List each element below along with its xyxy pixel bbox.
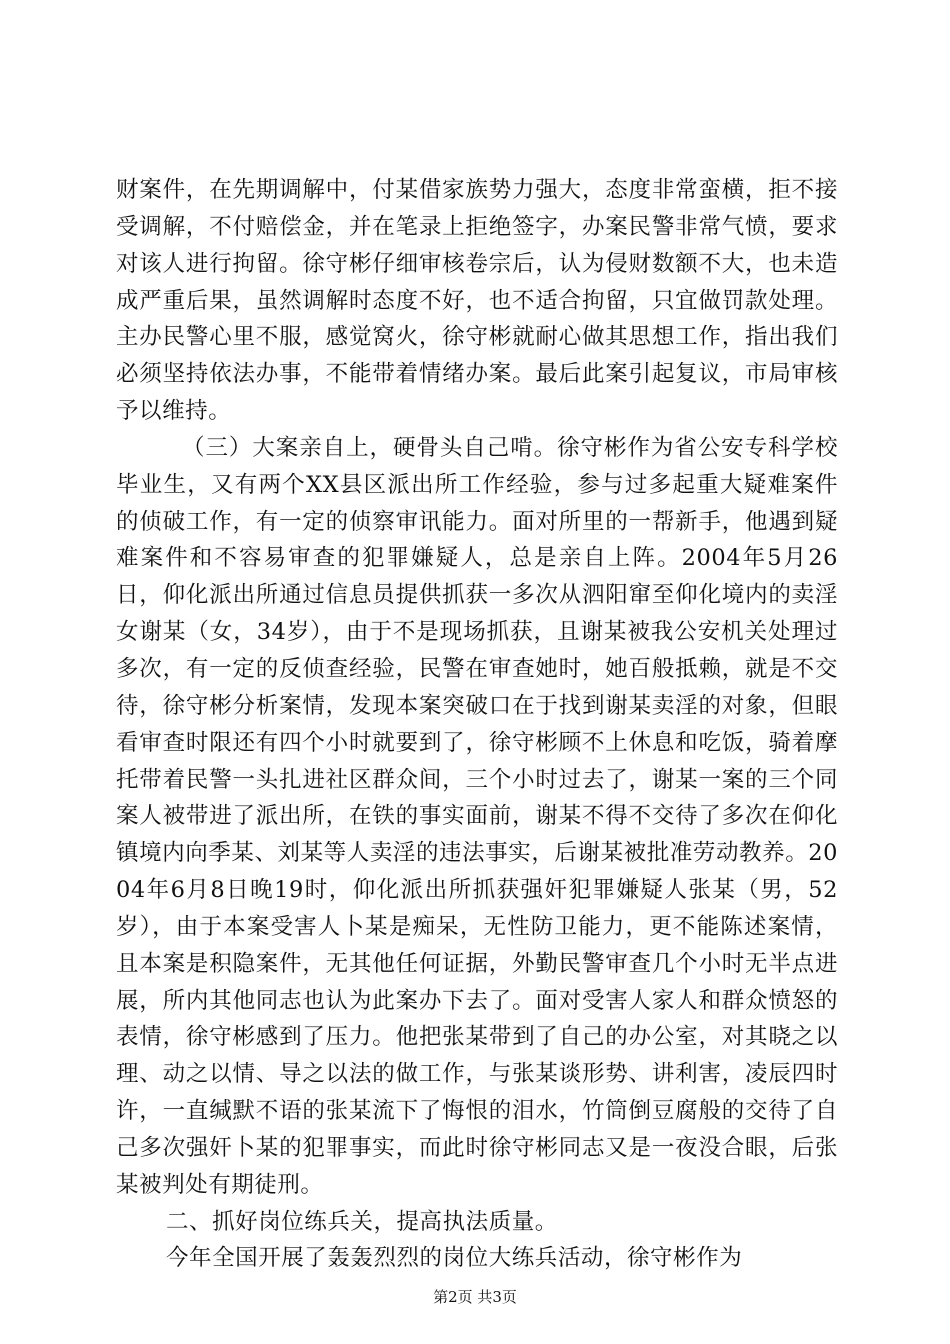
paragraph-major-cases: （三）大案亲自上，硬骨头自己啃。徐守彬作为省公安专科学校毕业生，又有两个XX县区派出所工作经验，参与过多起重大疑难案件的侦破工作，有一定的侦察审讯能力。面对所里的一帮新手，他遇到疑难案件和不容易审查的犯罪嫌疑人，总是亲自上阵。2004年5月26日，仰化派出所通过信息员提供抓获一多次从泗阳窜至仰化境内的卖淫女谢某（女，34岁），由于不是现场抓获，且谢某被我公安机关处理过多次，有一定的反侦查经验，民警在审查她时，她百般抵赖，就是不交待，徐守彬分析案情，发现本案突破口在于找到谢某卖淫的对象，但眼看审查时限还有四个小时就要到了，徐守彬顾不上休息和吃饭，骑着摩托带着民警一头扎进社区群众间，三个小时过去了，谢某一案的三个同案人被带进了派出所，在铁的事实面前，谢某不得不交待了多次在仰化镇境内向季某、刘某等人卖淫的违法事实，后谢某被批准劳动教养。2004年6月8日晚19时，仰化派出所抓获强奸犯罪嫌疑人张某（男，52岁），由于本案受害人卜某是痴呆，无性防卫能力，更不能陈述案情，且本案是积隐案件，无其他任何证据，外勤民警审查几个小时无半点进展，所内其他同志也认为此案办下去了。面对受害人家人和群众愤怒的表情，徐守彬感到了压力。他把张某带到了自己的办公室，对其晓之以理、动之以情、导之以法的做工作，与张某谈形势、讲利害，凌辰四时许，一直缄默不语的张某流下了悔恨的泪水，竹筒倒豆腐般的交待了自己多次强奸卜某的犯罪事实，而此时徐守彬同志又是一夜没合眼，后张某被判处有期徒刑。 [116,434,838,1198]
paragraph-case-review: 财案件，在先期调解中，付某借家族势力强大，态度非常蛮横，拒不接受调解，不付赔偿金，并在笔录上拒绝签字，办案民警非常气愤，要求对该人进行拘留。徐守彬仔细审核卷宗后，认为侵财数额不大，也未造成严重后果，虽然调解时态度不好，也不适合拘留，只宜做罚款处理。主办民警心里不服，感觉窝火，徐守彬就耐心做其思想工作，指出我们必须坚持依法办事，不能带着情绪办案。最后此案引起复议，市局审核予以维持。 [116,177,838,425]
page-number-footer: 第2页 共3页 [433,1288,517,1306]
paragraph-training: 今年全国开展了轰轰烈烈的岗位大练兵活动，徐守彬作为 [166,1245,743,1272]
document-body [116,172,838,1277]
section-heading-training: 二、抓好岗位练兵关，提高执法质量。 [166,1208,558,1235]
